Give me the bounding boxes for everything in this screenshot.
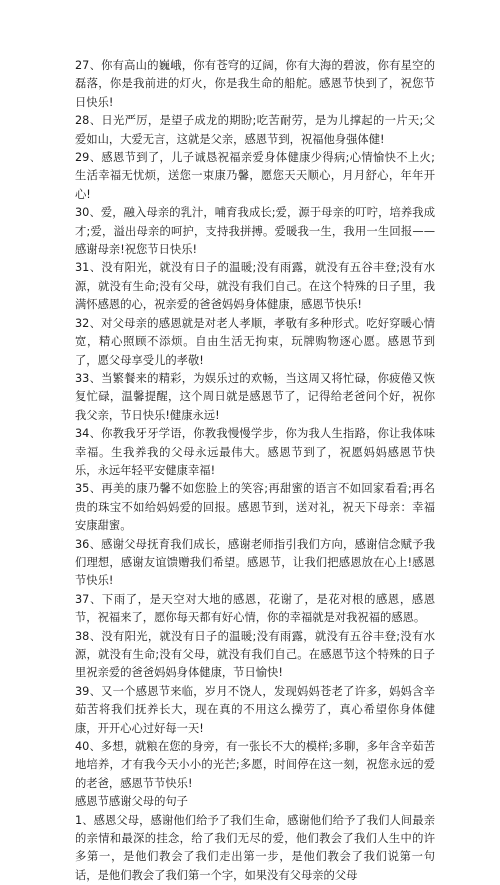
paragraph-27: 27、你有高山的巍峨，你有苍穹的辽阔，你有大海的碧波，你有星空的磊落，你是我前进的灯火，你是我生命的船舵。感恩节快到了，祝您节日快乐!: [75, 59, 435, 109]
paragraph-34: 34、你教我牙牙学语，你教我慢慢学步，你为我人生指路，你让我体味幸福。生我养我的父母永远最伟大。感恩节到了，祝愿妈妈感恩节快乐，永远年轻平安健康幸福!: [75, 427, 435, 477]
paragraph-40: 40、多想，就粮在您的身旁，有一张长不大的模样;多聊，多年含辛茹苦地培养，才有我今天小小的光芒;多愿，时间停在这一刻，祝您永远的爱的老爸，感恩节节快乐!: [75, 740, 435, 790]
paragraph-33: 33、当繁餐来的精彩，为娱乐过的欢畅，当这周又将忙碌，你疲倦又恢复忙碌，温馨提醒，这个周日就是感恩节了，记得给老爸问个好，祝你我父亲，节日快乐!健康永远!: [75, 371, 435, 422]
paragraph-1: 1、感恩父母，感谢他们给予了我们生命，感谢他们给予了我们人间最亲的亲情和最深的挂念，给了我们无尽的爱，他们教会了我们人生中的许多第一，是他们教会了我们走出第一步，是他们教会了我们说第一句话，是他们教会了我们第一个字，如果没有父母亲的父母: [75, 813, 435, 882]
section-heading: 感恩节感谢父母的句子: [75, 795, 188, 809]
paragraph-36: 36、感谢父母抚育我们成长，感谢老师指引我们方向，感谢信念赋予我们理想，感谢友谊馈赠我们希望。感恩节，让我们把感恩放在心上!感恩节快乐!: [75, 537, 435, 588]
paragraph-31: 31、没有阳光，就没有日子的温暖;没有雨露，就没有五谷丰登;没有水源，就没有生命;没有父母，就没有我们自己。在这个特殊的日子里，我满怀感恩的心，祝亲爱的爸爸妈妈身体健康，感恩节快乐!: [75, 261, 435, 312]
paragraph-29: 29、感恩节到了，儿子诚恳祝福亲爱身体健康少得病;心情愉快不上火;生活幸福无忧烦，送您一束康乃馨，愿您天天顺心，月月舒心，年年开心!: [75, 151, 435, 201]
paragraph-37: 37、下雨了，是天空对大地的感恩，花谢了，是花对根的感恩，感恩节，祝福来了，愿你每天都有好心情，你的幸福就是对我祝福的感恩。: [75, 592, 435, 625]
paragraph-39: 39、又一个感恩节来临，岁月不饶人，发现妈妈苍老了许多，妈妈含辛茹苦将我们抚养长大，现在真的不用这么操劳了，真心希望你身体健康，开开心心过好每一天!: [75, 684, 435, 735]
document-body: [75, 57, 435, 885]
paragraph-32: 32、对父母亲的感恩就是对老人孝顺，孝敬有多种形式。吃好穿暖心情宽，精心照顾不添烦。自由生活无拘束，玩牌购物逐心愿。感恩节到了，愿父母享受儿的孝敬!: [75, 316, 435, 367]
paragraph-35: 35、再美的康乃馨不如您脸上的笑容;再甜蜜的语言不如回家看看;再名贵的珠宝不如给妈妈爱的回报。感恩节到，送对礼，祝天下母亲：幸福安康甜蜜。: [75, 482, 435, 533]
paragraph-30: 30、爱，融入母亲的乳汁，哺育我成长;爱，源于母亲的叮咛，培养我成才;爱，溢出母亲的呵护，支持我拼搏。爱暖我一生，我用一生回报——感谢母亲!祝您节日快乐!: [75, 206, 435, 257]
paragraph-38: 38、没有阳光，就没有日子的温暖;没有雨露，就没有五谷丰登;没有水源，就没有生命;没有父母，就没有我们自己。在感恩节这个特殊的日子里祝亲爱的爸爸妈妈身体健康，节日愉快!: [75, 629, 435, 680]
paragraph-28: 28、日光严厉，是望子成龙的期盼;吃苦耐劳，是为儿撑起的一片天;父爱如山，大爱无言，这就是父亲，感恩节到，祝福他身强体健!: [75, 114, 435, 146]
